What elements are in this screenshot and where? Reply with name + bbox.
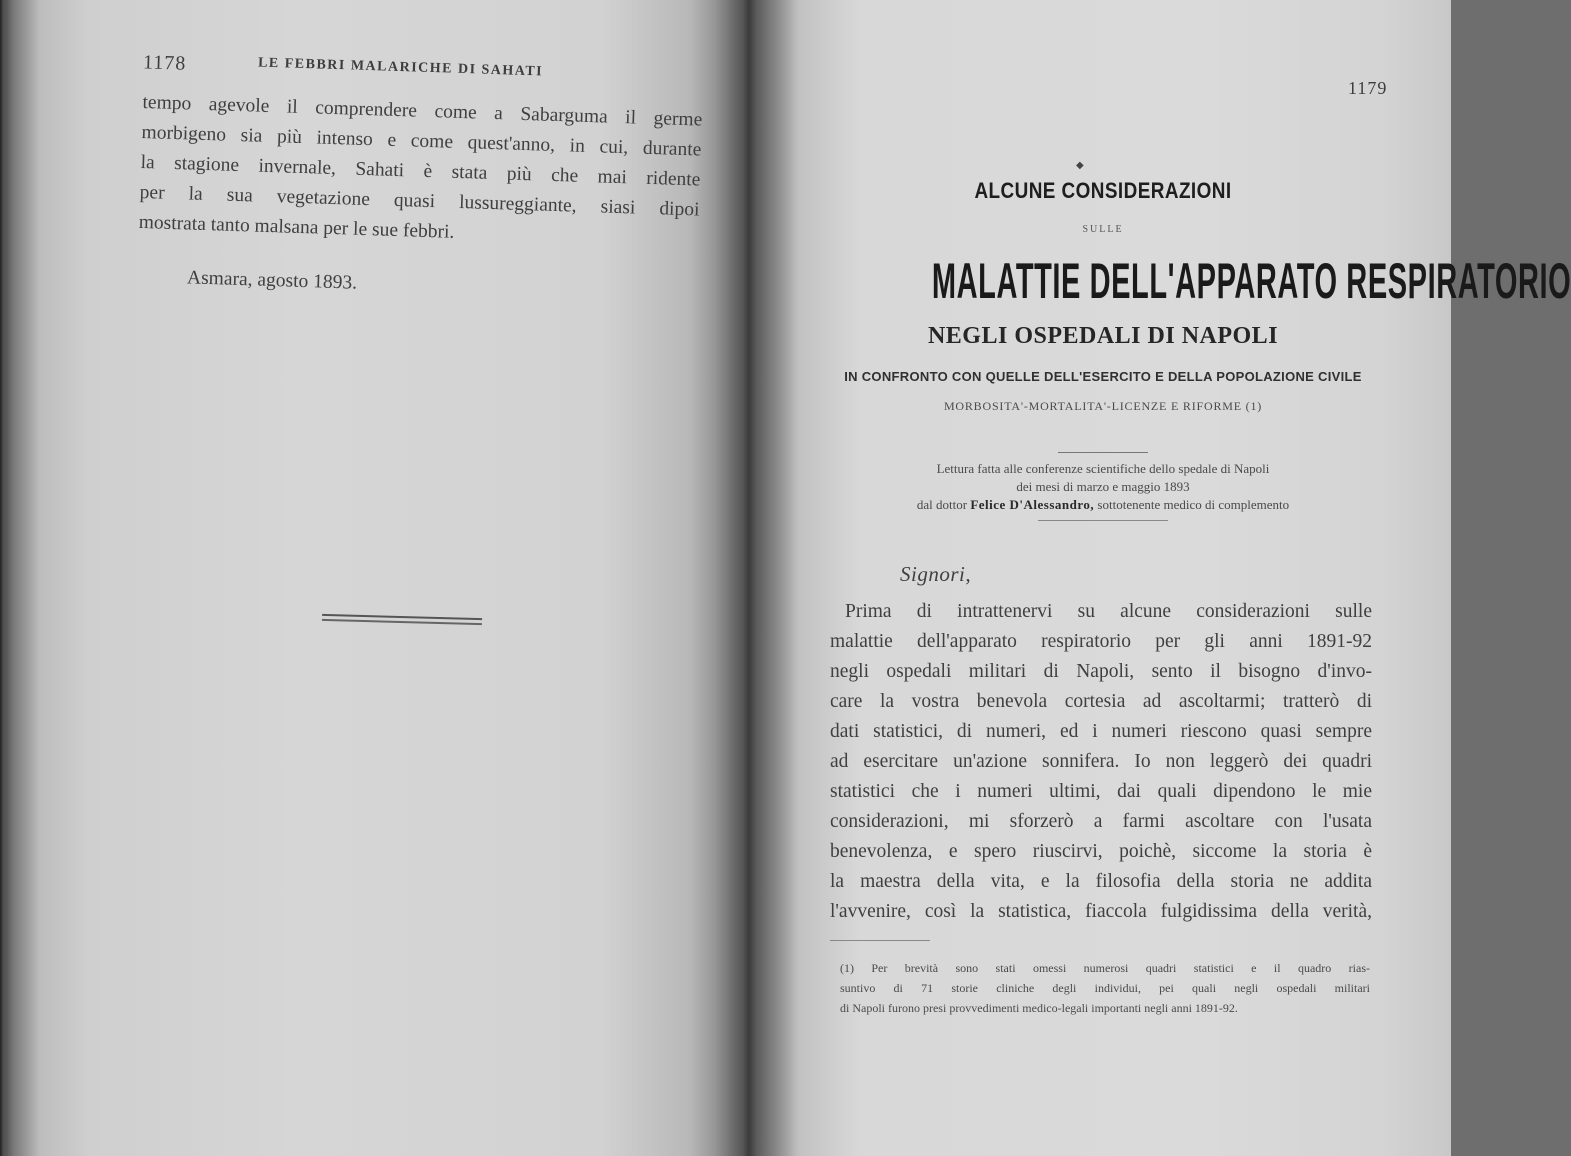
text-line: considerazioni, mi sforzerò a farmi ascoltare con l'usata [830,811,1372,832]
end-double-rule [322,614,482,626]
left-page [0,0,745,1156]
text-line: malattie dell'apparato respiratorio per gli anni 1891-92 [830,631,1372,652]
text-line: per la sua vegetazione quasi lussureggiante, siasi dipoi [139,181,700,221]
divider [1058,452,1148,453]
text-line: mostrata tanto malsana per le sue febbri. [138,211,455,243]
lecture-line: Lettura fatta alle conferenze scientifiche dello spedale di Napoli [936,461,1270,476]
lecture-note [833,460,1373,514]
text-line: Prima di intrattenervi su alcune considerazioni sulle [845,601,1372,622]
footnote [840,958,1370,1018]
text-line: la stagione invernale, Sahati è stata più che mai ridente [140,151,701,191]
text-line: tempo agevole il comprendere come a Sabarguma il germe [142,91,703,131]
footnote-line: (1) Per brevità sono stati omessi numerosi quadri statistici e il quadro rias- [840,961,1370,975]
footnote-line: di Napoli furono presi provvedimenti medico-legali importanti negli anni 1891-92. [840,1001,1238,1015]
right-page [748,0,1571,1156]
text-line: statistici che i numeri ultimi, dai quali dipendono le mie [830,781,1372,802]
text-line: care la vostra benevola cortesia ad ascoltarmi; tratterò di [830,691,1372,712]
right-body-text [830,597,1372,927]
ornament-icon: ◆ [1076,160,1084,171]
author-name: Felice D'Alessandro, [970,497,1095,512]
lecture-suffix: sottotenente medico di complemento [1097,497,1290,512]
lecture-line [833,496,1373,514]
text-line: la maestra della vita, e la filosofia della storia ne addita [830,871,1372,892]
text-line: l'avvenire, così la statistica, fiaccola fulgidissima della verità, [830,901,1372,922]
footnote-divider [830,940,930,941]
article-subtitle-2: IN CONFRONTO CON QUELLE DELL'ESERCITO E DELLA POPOLAZIONE CIVILE [844,369,1362,384]
divider [1038,520,1168,521]
lecture-prefix: dal dottor [916,497,968,512]
text-line: dati statistici, di numeri, ed i numeri riescono quasi sempre [830,721,1372,742]
left-page-number: 1178 [142,51,187,75]
footnote-line: suntivo di 71 storie cliniche degli individui, pei quali negli ospedali militari [840,981,1370,995]
article-subtitle: NEGLI OSPEDALI DI NAPOLI [927,323,1279,349]
article-title-connector: SULLE [1082,224,1124,235]
salutation: Signori, [900,562,972,586]
text-line: morbigeno sia più intenso e come quest'anno, in cui, durante [141,121,702,161]
text-line: negli ospedali militari di Napoli, sento il bisogno d'invo- [830,661,1372,682]
article-subtitle-3: MORBOSITA'-MORTALITA'-LICENZE E RIFORME (1) [943,399,1263,413]
text-line: ad esercitare un'azione sonnifera. Io non leggerò dei quadri [830,751,1372,772]
article-main-title: MALATTIE DELL'APPARATO RESPIRATORIO [931,253,1571,309]
sign-off-place-date: Asmara, agosto 1893. [186,267,358,294]
article-title-line-1: ALCUNE CONSIDERAZIONI [974,178,1232,203]
left-body-text [138,88,702,256]
lecture-line: dei mesi di marzo e maggio 1893 [1016,479,1190,494]
right-page-number: 1179 [1348,78,1388,98]
text-line: benevolenza, e spero riuscirvi, poichè, siccome la storia è [830,841,1372,862]
running-head: LE FEBBRI MALARICHE DI SAHATI [257,55,544,80]
